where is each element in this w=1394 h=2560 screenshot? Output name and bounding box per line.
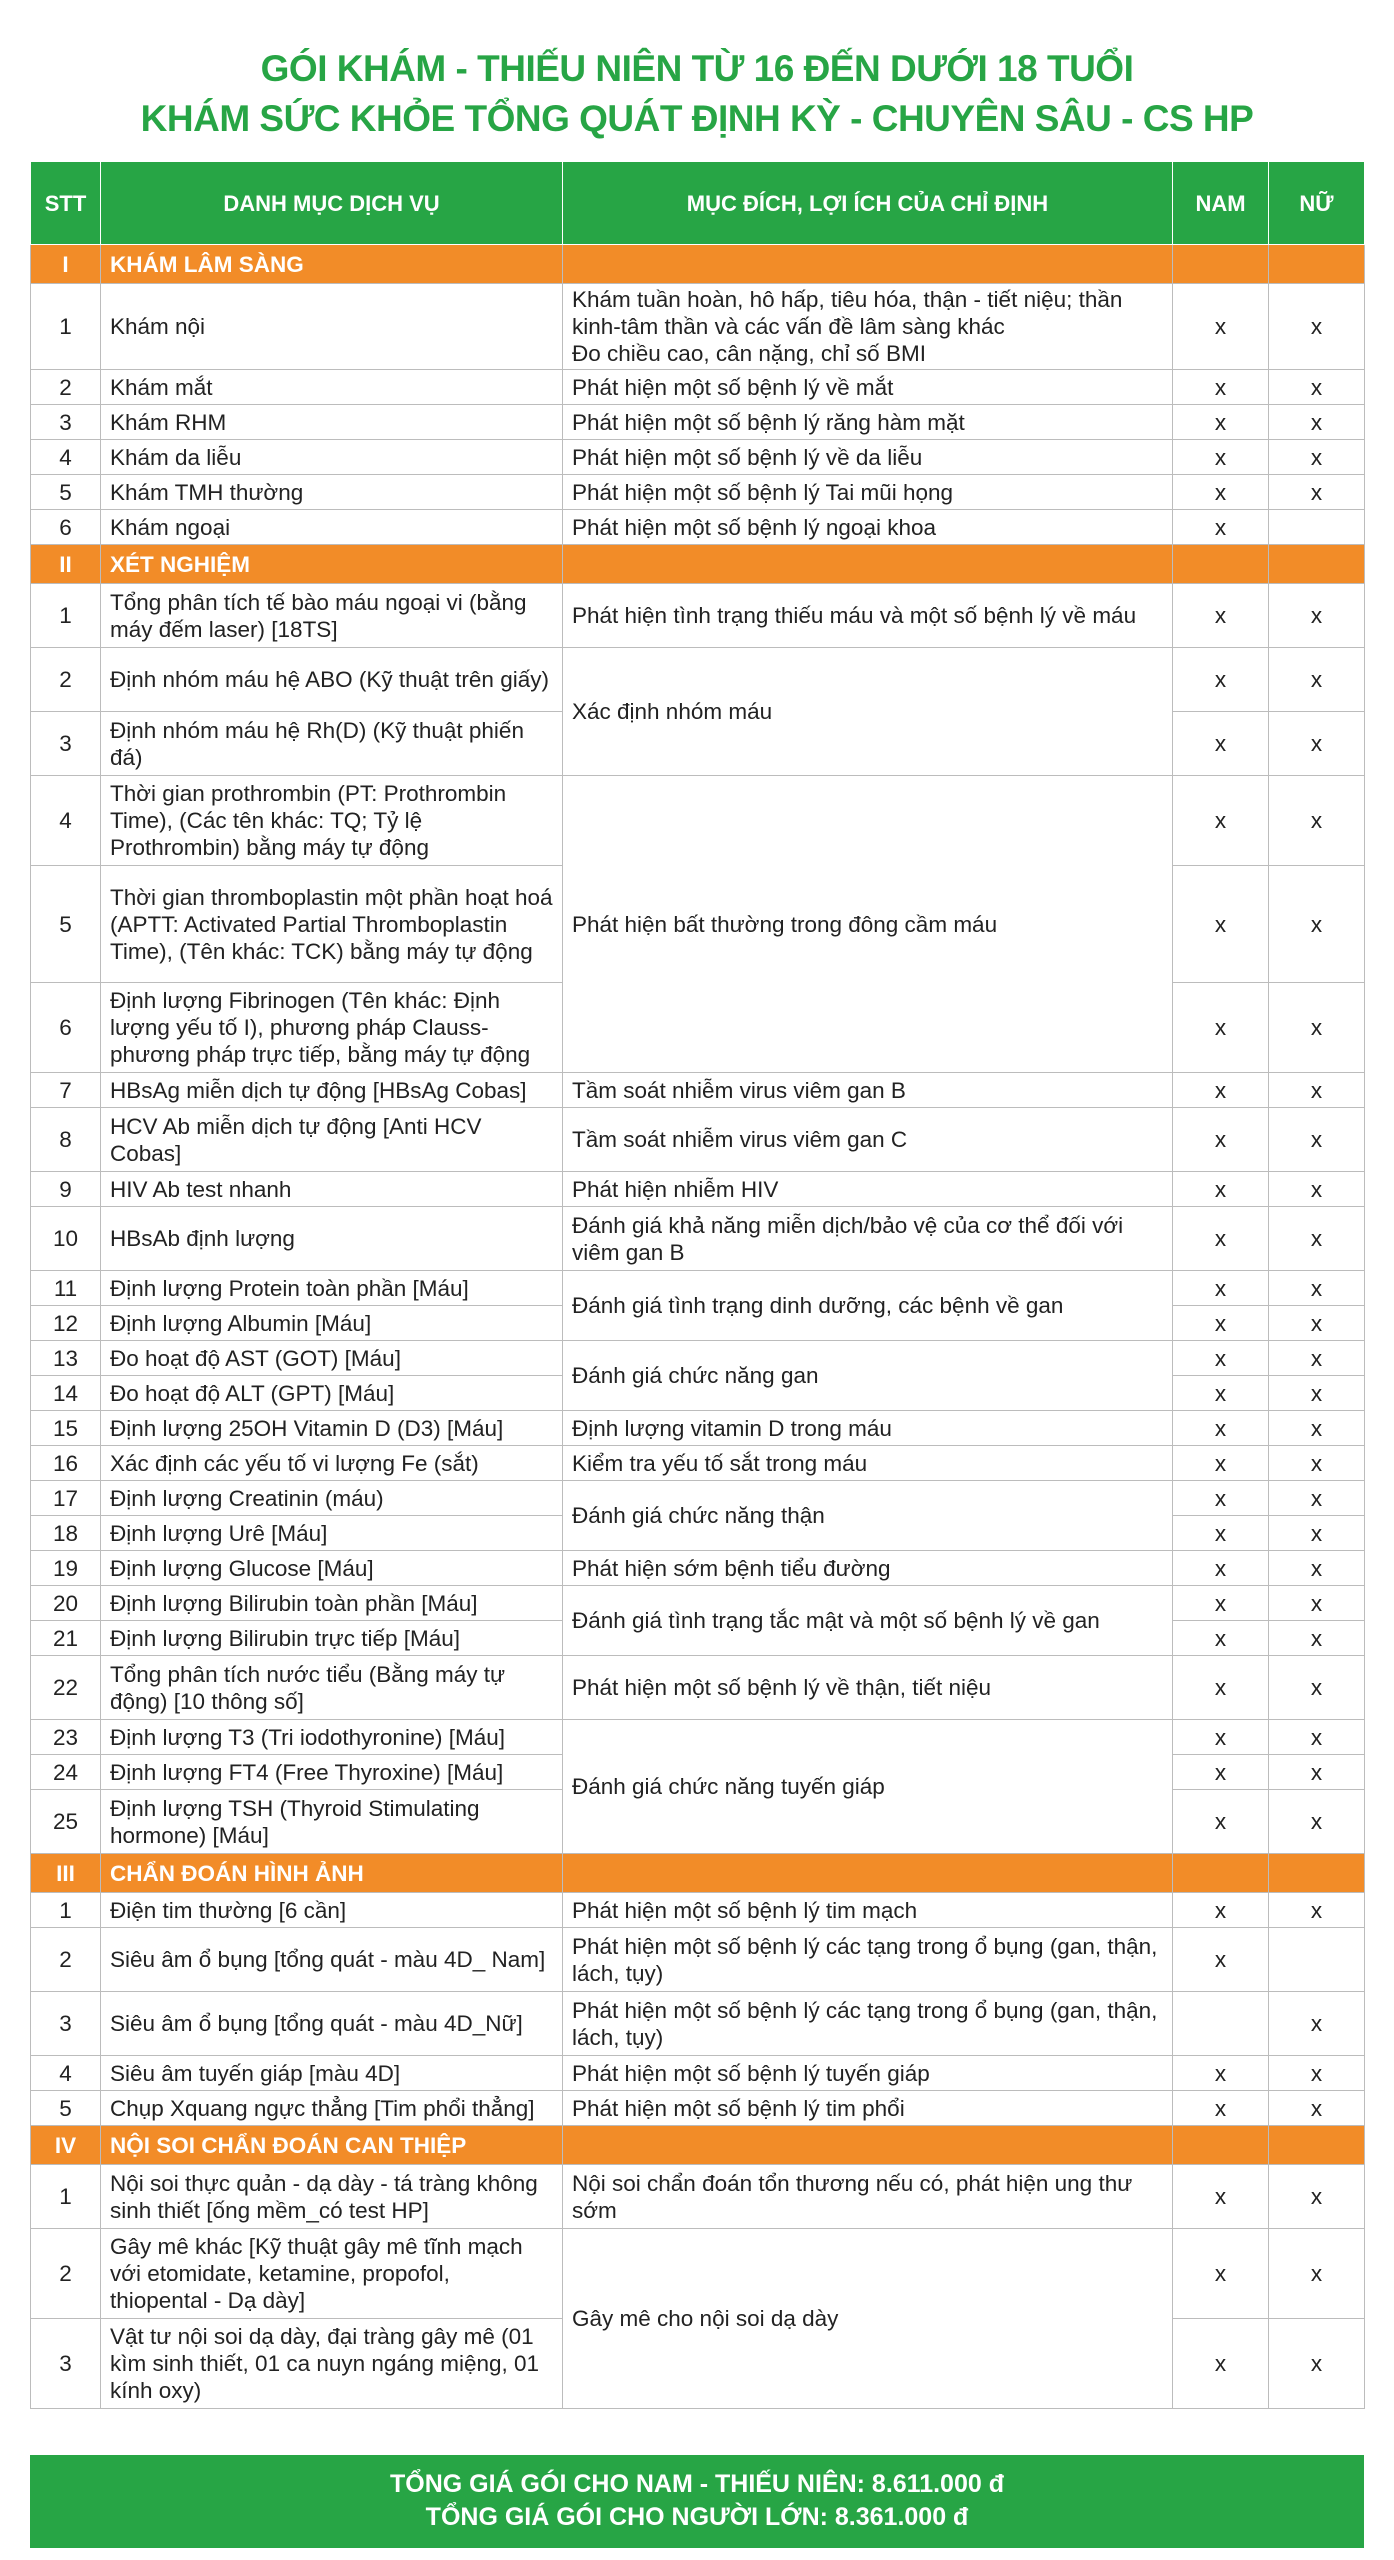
section-filler [1173,545,1269,584]
row-number: 14 [31,1376,101,1411]
section-filler [1173,1854,1269,1893]
service-purpose: Đánh giá khả năng miễn dịch/bảo vệ của cơ thể đối với viêm gan B [563,1207,1173,1271]
row-number: 5 [31,2091,101,2126]
row-number: 12 [31,1306,101,1341]
service-name: Gây mê khác [Kỹ thuật gây mê tĩnh mạch với etomidate, ketamine, propofol, thiopental - Dạ dày] [101,2229,563,2319]
row-number: 1 [31,584,101,648]
service-purpose: Phát hiện một số bệnh lý về thận, tiết niệu [563,1656,1173,1720]
service-purpose: Phát hiện tình trạng thiếu máu và một số bệnh lý về máu [563,584,1173,648]
service-name: Khám ngoại [101,510,563,545]
service-purpose: Phát hiện một số bệnh lý ngoại khoa [563,510,1173,545]
table-row [31,2091,1365,2126]
male-mark: x [1173,2319,1269,2409]
service-name: Đo hoạt độ ALT (GPT) [Máu] [101,1376,563,1411]
male-mark: x [1173,1893,1269,1928]
table-body [31,245,1365,2409]
male-mark: x [1173,1790,1269,1854]
service-name: HBsAg miễn dịch tự động [HBsAg Cobas] [101,1073,563,1108]
female-mark: x [1269,1341,1365,1376]
service-name: Định lượng T3 (Tri iodothyronine) [Máu] [101,1720,563,1755]
title-line-2: KHÁM SỨC KHỎE TỔNG QUÁT ĐỊNH KỲ - CHUYÊN SÂU - CS HP [140,98,1254,139]
table-row [31,1586,1365,1621]
row-number: 5 [31,866,101,983]
female-mark: x [1269,2165,1365,2229]
service-purpose: Phát hiện nhiễm HIV [563,1172,1173,1207]
table-row [31,584,1365,648]
female-mark: x [1269,1621,1365,1656]
male-mark: x [1173,2229,1269,2319]
female-mark [1269,510,1365,545]
female-mark: x [1269,1586,1365,1621]
female-mark: x [1269,2319,1365,2409]
service-name: Định nhóm máu hệ ABO (Kỹ thuật trên giấy) [101,648,563,712]
female-mark: x [1269,1306,1365,1341]
female-mark: x [1269,1481,1365,1516]
female-mark: x [1269,1992,1365,2056]
service-name: Tổng phân tích tế bào máu ngoại vi (bằng máy đếm laser) [18TS] [101,584,563,648]
row-number: 3 [31,1992,101,2056]
row-number: 4 [31,440,101,475]
row-number: 4 [31,2056,101,2091]
service-name: Định nhóm máu hệ Rh(D) (Kỹ thuật phiến đá) [101,712,563,776]
table-row [31,2229,1365,2319]
section-filler [1269,2126,1365,2165]
female-mark: x [1269,1790,1365,1854]
table-row [31,1481,1365,1516]
service-name: Định lượng TSH (Thyroid Stimulating hormone) [Máu] [101,1790,563,1854]
service-name: HIV Ab test nhanh [101,1172,563,1207]
service-purpose: Phát hiện sớm bệnh tiểu đường [563,1551,1173,1586]
row-number: 1 [31,284,101,370]
service-purpose: Phát hiện một số bệnh lý răng hàm mặt [563,405,1173,440]
service-name: Khám TMH thường [101,475,563,510]
service-purpose: Phát hiện một số bệnh lý Tai mũi họng [563,475,1173,510]
female-mark: x [1269,866,1365,983]
service-name: Nội soi thực quản - dạ dày - tá tràng không sinh thiết [ống mềm_có test HP] [101,2165,563,2229]
female-mark: x [1269,983,1365,1073]
header-male: NAM [1173,162,1269,245]
table-row [31,1172,1365,1207]
header-stt: STT [31,162,101,245]
service-name: Điện tim thường [6 cần] [101,1893,563,1928]
section-filler [1269,1854,1365,1893]
female-mark [1269,1928,1365,1992]
table-row [31,2165,1365,2229]
service-name: Định lượng Fibrinogen (Tên khác: Định lượng yếu tố I), phương pháp Clauss-phương pháp trực tiếp, bằng máy tự động [101,983,563,1073]
service-purpose: Gây mê cho nội soi dạ dày [563,2229,1173,2409]
row-number: 2 [31,1928,101,1992]
table-row [31,1720,1365,1755]
section-number: II [31,545,101,584]
female-mark: x [1269,1271,1365,1306]
service-name: Đo hoạt độ AST (GOT) [Máu] [101,1341,563,1376]
service-name: Khám RHM [101,405,563,440]
row-number: 2 [31,370,101,405]
male-mark: x [1173,1755,1269,1790]
male-mark: x [1173,776,1269,866]
male-mark: x [1173,1172,1269,1207]
row-number: 24 [31,1755,101,1790]
female-mark: x [1269,2229,1365,2319]
service-name: Tổng phân tích nước tiểu (Bằng máy tự động) [10 thông số] [101,1656,563,1720]
service-purpose: Phát hiện một số bệnh lý tim mạch [563,1893,1173,1928]
male-mark: x [1173,1551,1269,1586]
service-name: Định lượng Creatinin (máu) [101,1481,563,1516]
header-purpose: MỤC ĐÍCH, LỢI ÍCH CỦA CHỈ ĐỊNH [563,162,1173,245]
service-name: Khám mắt [101,370,563,405]
female-mark: x [1269,440,1365,475]
table-row [31,1656,1365,1720]
service-name: Định lượng Bilirubin trực tiếp [Máu] [101,1621,563,1656]
female-mark: x [1269,1656,1365,1720]
row-number: 1 [31,2165,101,2229]
service-purpose: Kiểm tra yếu tố sắt trong máu [563,1446,1173,1481]
table-row [31,405,1365,440]
row-number: 10 [31,1207,101,1271]
section-filler [1173,245,1269,284]
male-mark: x [1173,1073,1269,1108]
service-name: Định lượng Albumin [Máu] [101,1306,563,1341]
service-purpose: Phát hiện bất thường trong đông cầm máu [563,776,1173,1073]
male-mark: x [1173,2165,1269,2229]
table-row [31,1411,1365,1446]
table-row [31,284,1365,370]
page-title [0,44,1394,144]
row-number: 6 [31,983,101,1073]
service-name: Định lượng 25OH Vitamin D (D3) [Máu] [101,1411,563,1446]
service-name: Vật tư nội soi dạ dày, đại tràng gây mê (01 kìm sinh thiết, 01 ca nuyn ngáng miệng, 01 kính oxy) [101,2319,563,2409]
service-name: Định lượng FT4 (Free Thyroxine) [Máu] [101,1755,563,1790]
male-mark: x [1173,1411,1269,1446]
row-number: 20 [31,1586,101,1621]
header-female: NỮ [1269,162,1365,245]
section-filler [1269,245,1365,284]
service-purpose: Phát hiện một số bệnh lý về da liễu [563,440,1173,475]
section-row [31,245,1365,284]
male-mark: x [1173,1928,1269,1992]
male-mark: x [1173,866,1269,983]
male-mark: x [1173,584,1269,648]
section-number: I [31,245,101,284]
row-number: 8 [31,1108,101,1172]
service-purpose: Tầm soát nhiễm virus viêm gan C [563,1108,1173,1172]
female-mark: x [1269,1207,1365,1271]
male-mark: x [1173,1108,1269,1172]
female-mark: x [1269,712,1365,776]
row-number: 11 [31,1271,101,1306]
service-name: Định lượng Protein toàn phần [Máu] [101,1271,563,1306]
service-purpose: Đánh giá tình trạng tắc mật và một số bệnh lý về gan [563,1586,1173,1656]
service-purpose: Khám tuần hoàn, hô hấp, tiêu hóa, thận - tiết niệu; thần kinh-tâm thần và các vấn đề lâm sàng khác Đo chiều cao, cân nặng, chỉ số BMI [563,284,1173,370]
row-number: 18 [31,1516,101,1551]
row-number: 2 [31,2229,101,2319]
row-number: 3 [31,405,101,440]
service-purpose: Đánh giá chức năng gan [563,1341,1173,1411]
female-mark: x [1269,2056,1365,2091]
male-mark: x [1173,712,1269,776]
female-mark: x [1269,405,1365,440]
section-title: KHÁM LÂM SÀNG [101,245,563,284]
row-number: 5 [31,475,101,510]
section-row [31,1854,1365,1893]
row-number: 7 [31,1073,101,1108]
row-number: 15 [31,1411,101,1446]
female-mark: x [1269,2091,1365,2126]
row-number: 16 [31,1446,101,1481]
table-row [31,1073,1365,1108]
table-row [31,1992,1365,2056]
male-mark [1173,1992,1269,2056]
row-number: 2 [31,648,101,712]
section-filler [563,2126,1173,2165]
service-purpose: Phát hiện một số bệnh lý tim phổi [563,2091,1173,2126]
row-number: 25 [31,1790,101,1854]
male-mark: x [1173,1720,1269,1755]
male-mark: x [1173,1271,1269,1306]
service-name: Siêu âm ổ bụng [tổng quát - màu 4D_Nữ] [101,1992,563,2056]
male-mark: x [1173,510,1269,545]
male-mark: x [1173,1516,1269,1551]
male-mark: x [1173,1481,1269,1516]
female-mark: x [1269,1376,1365,1411]
table-row [31,1108,1365,1172]
table-row [31,1928,1365,1992]
service-name: Siêu âm tuyến giáp [màu 4D] [101,2056,563,2091]
male-mark: x [1173,1207,1269,1271]
section-filler [563,245,1173,284]
price-footer [30,2455,1364,2548]
service-purpose: Xác định nhóm máu [563,648,1173,776]
service-purpose: Phát hiện một số bệnh lý tuyến giáp [563,2056,1173,2091]
male-mark: x [1173,1306,1269,1341]
male-mark: x [1173,1446,1269,1481]
male-mark: x [1173,370,1269,405]
service-name: Khám da liễu [101,440,563,475]
table-row [31,475,1365,510]
female-mark: x [1269,370,1365,405]
row-number: 13 [31,1341,101,1376]
service-name: Thời gian thromboplastin một phần hoạt hoá (APTT: Activated Partial Thromboplastin Time), (Tên khác: TCK) bằng máy tự động [101,866,563,983]
service-name: Định lượng Urê [Máu] [101,1516,563,1551]
service-purpose: Phát hiện một số bệnh lý các tạng trong ổ bụng (gan, thận, lách, tụy) [563,1928,1173,1992]
male-mark: x [1173,648,1269,712]
table-row [31,648,1365,712]
female-mark: x [1269,776,1365,866]
section-number: III [31,1854,101,1893]
female-mark: x [1269,1446,1365,1481]
service-name: Khám nội [101,284,563,370]
row-number: 19 [31,1551,101,1586]
male-mark: x [1173,1341,1269,1376]
service-name: Xác định các yếu tố vi lượng Fe (sắt) [101,1446,563,1481]
row-number: 22 [31,1656,101,1720]
male-mark: x [1173,1586,1269,1621]
male-mark: x [1173,405,1269,440]
service-purpose: Tầm soát nhiễm virus viêm gan B [563,1073,1173,1108]
female-mark: x [1269,1551,1365,1586]
table-row [31,510,1365,545]
title-line-1: GÓI KHÁM - THIẾU NIÊN TỪ 16 ĐẾN DƯỚI 18 TUỔI [260,48,1134,89]
row-number: 6 [31,510,101,545]
female-mark: x [1269,284,1365,370]
table-row [31,2056,1365,2091]
service-name: Siêu âm ổ bụng [tổng quát - màu 4D_ Nam] [101,1928,563,1992]
section-row [31,545,1365,584]
service-purpose: Phát hiện một số bệnh lý về mắt [563,370,1173,405]
table-row [31,1893,1365,1928]
female-mark: x [1269,1516,1365,1551]
male-mark: x [1173,1621,1269,1656]
female-mark: x [1269,1172,1365,1207]
row-number: 9 [31,1172,101,1207]
male-mark: x [1173,475,1269,510]
service-name: Chụp Xquang ngực thẳng [Tim phổi thẳng] [101,2091,563,2126]
row-number: 1 [31,1893,101,1928]
service-purpose: Phát hiện một số bệnh lý các tạng trong ổ bụng (gan, thận, lách, tụy) [563,1992,1173,2056]
service-purpose: Đánh giá chức năng tuyến giáp [563,1720,1173,1854]
service-purpose: Định lượng vitamin D trong máu [563,1411,1173,1446]
service-name: Thời gian prothrombin (PT: Prothrombin Time), (Các tên khác: TQ; Tỷ lệ Prothrombin) bằng máy tự động [101,776,563,866]
row-number: 3 [31,712,101,776]
table-header-row [31,162,1365,245]
female-mark: x [1269,1411,1365,1446]
section-row [31,2126,1365,2165]
female-mark: x [1269,1755,1365,1790]
female-mark: x [1269,1720,1365,1755]
male-mark: x [1173,440,1269,475]
female-mark: x [1269,1108,1365,1172]
table-row [31,1207,1365,1271]
row-number: 4 [31,776,101,866]
section-filler [563,545,1173,584]
table-row [31,370,1365,405]
row-number: 17 [31,1481,101,1516]
service-name: Định lượng Bilirubin toàn phần [Máu] [101,1586,563,1621]
male-mark: x [1173,1656,1269,1720]
row-number: 21 [31,1621,101,1656]
section-number: IV [31,2126,101,2165]
table-row [31,1271,1365,1306]
service-purpose: Đánh giá tình trạng dinh dưỡng, các bệnh về gan [563,1271,1173,1341]
row-number: 23 [31,1720,101,1755]
male-mark: x [1173,284,1269,370]
table-row [31,1341,1365,1376]
section-title: CHẨN ĐOÁN HÌNH ẢNH [101,1854,563,1893]
row-number: 3 [31,2319,101,2409]
header-service: DANH MỤC DỊCH VỤ [101,162,563,245]
section-filler [1173,2126,1269,2165]
service-table [30,161,1365,2409]
service-purpose: Nội soi chẩn đoán tổn thương nếu có, phát hiện ung thư sớm [563,2165,1173,2229]
table-row [31,776,1365,866]
female-mark: x [1269,648,1365,712]
male-mark: x [1173,983,1269,1073]
female-mark: x [1269,1893,1365,1928]
section-title: XÉT NGHIỆM [101,545,563,584]
table-row [31,1446,1365,1481]
male-mark: x [1173,2091,1269,2126]
service-name: HCV Ab miễn dịch tự động [Anti HCV Cobas] [101,1108,563,1172]
price-adult: TỔNG GIÁ GÓI CHO NGƯỜI LỚN: 8.361.000 đ [425,2503,969,2531]
service-name: HBsAb định lượng [101,1207,563,1271]
section-title: NỘI SOI CHẨN ĐOÁN CAN THIỆP [101,2126,563,2165]
male-mark: x [1173,1376,1269,1411]
female-mark: x [1269,584,1365,648]
table-row [31,1551,1365,1586]
table-row [31,440,1365,475]
price-male-teen: TỔNG GIÁ GÓI CHO NAM - THIẾU NIÊN: 8.611.000 đ [390,2470,1004,2498]
service-purpose: Đánh giá chức năng thận [563,1481,1173,1551]
female-mark: x [1269,475,1365,510]
female-mark: x [1269,1073,1365,1108]
section-filler [563,1854,1173,1893]
male-mark: x [1173,2056,1269,2091]
service-name: Định lượng Glucose [Máu] [101,1551,563,1586]
section-filler [1269,545,1365,584]
